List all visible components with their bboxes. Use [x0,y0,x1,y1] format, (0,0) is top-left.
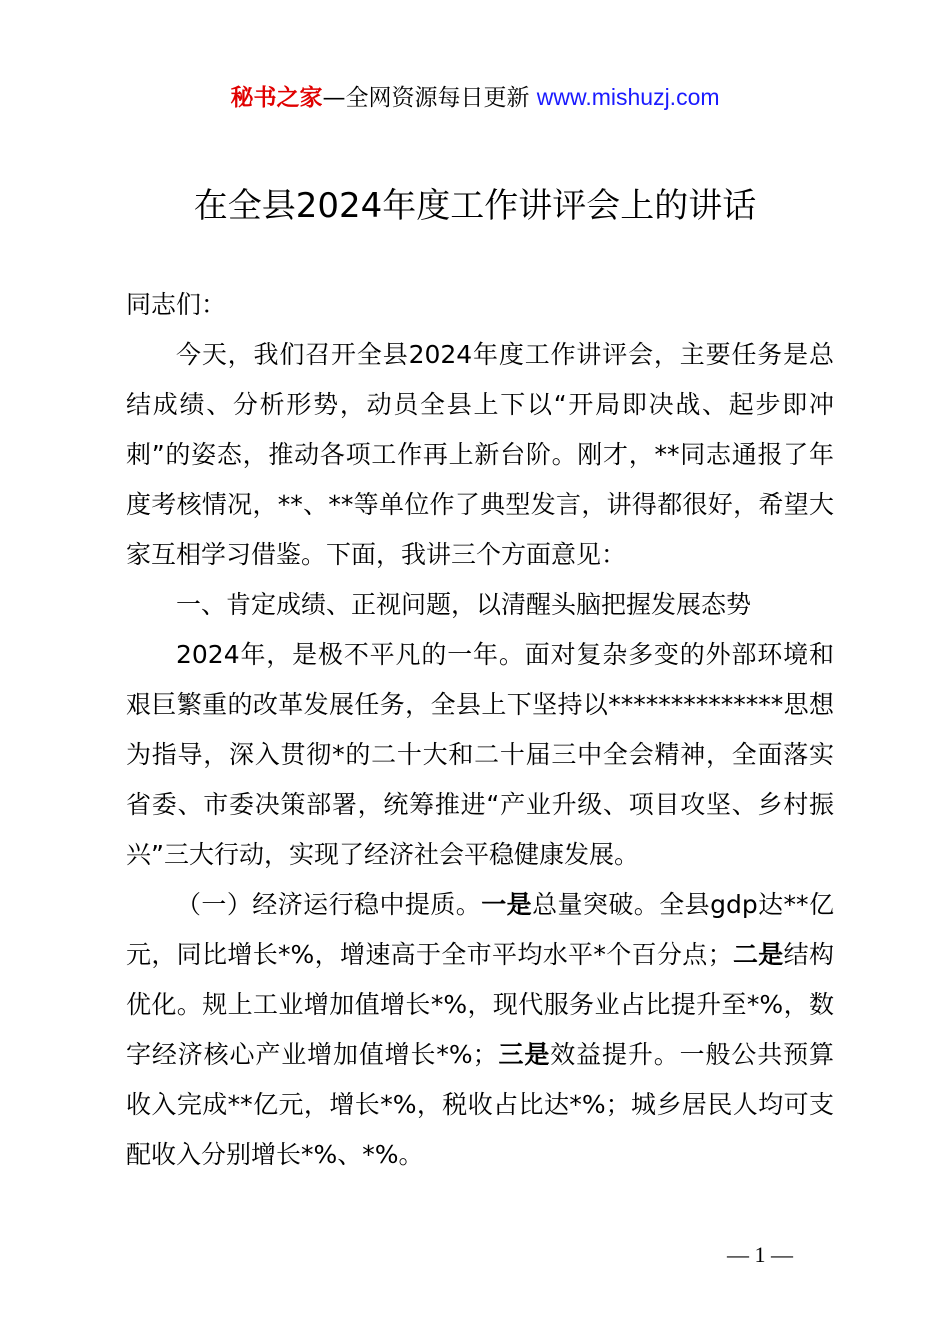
point-second-text: 结构优化。规上工业增加值增长*%，现代服务业占比提升至*%，数字经济核心产业增加值增长*%； [126,940,834,1069]
document-title: 在全县2024年度工作讲评会上的讲话 [193,186,757,226]
lead-second: 二是 [732,940,784,969]
point-first-text: 总量突破。全县gdp达**亿元，同比增长*%，增速高于全市平均水平*个百分点； [126,890,834,969]
document-body [126,280,834,1180]
brand-name: 秘书之家 [230,85,323,111]
point-third-text: 效益提升。一般公共预算收入完成**亿元，增长*%，税收占比达*%；城乡居民人均可支配收入分别增长*%、*%。 [126,1040,834,1169]
subsection-1-paragraph [126,880,834,1180]
salutation: 同志们： [126,290,227,319]
section-1-paragraph: 2024年，是极不平凡的一年。面对复杂多变的外部环境和艰巨繁重的改革发展任务，全县上下坚持以**************思想为指导，深入贯彻*的二十大和二十届三中全会精神，全面落实省委、市委决策部署，统筹推进“产业升级、项目攻坚、乡村振兴”三大行动，实现了经济社会平稳健康发展。 [126,640,834,869]
lead-first: 一是 [481,890,533,919]
page-number: — 1 — [727,1242,793,1267]
subsection-1-heading: （一）经济运行稳中提质。 [176,890,482,919]
section-1-heading: 一、肯定成绩、正视问题，以清醒头脑把握发展态势 [176,590,752,619]
site-url-link[interactable]: www.mishuzj.com [536,84,720,110]
intro-paragraph: 今天，我们召开全县2024年度工作讲评会，主要任务是总结成绩、分析形势，动员全县上下以“开局即决战、起步即冲刺”的姿态，推动各项工作再上新台阶。刚才，**同志通报了年度考核情况，**、**等单位作了典型发言，讲得都很好，希望大家互相学习借鉴。下面，我讲三个方面意见： [126,340,834,569]
site-banner [0,80,950,115]
banner-tagline: —全网资源每日更新 [322,85,530,111]
lead-third: 三是 [497,1040,551,1069]
